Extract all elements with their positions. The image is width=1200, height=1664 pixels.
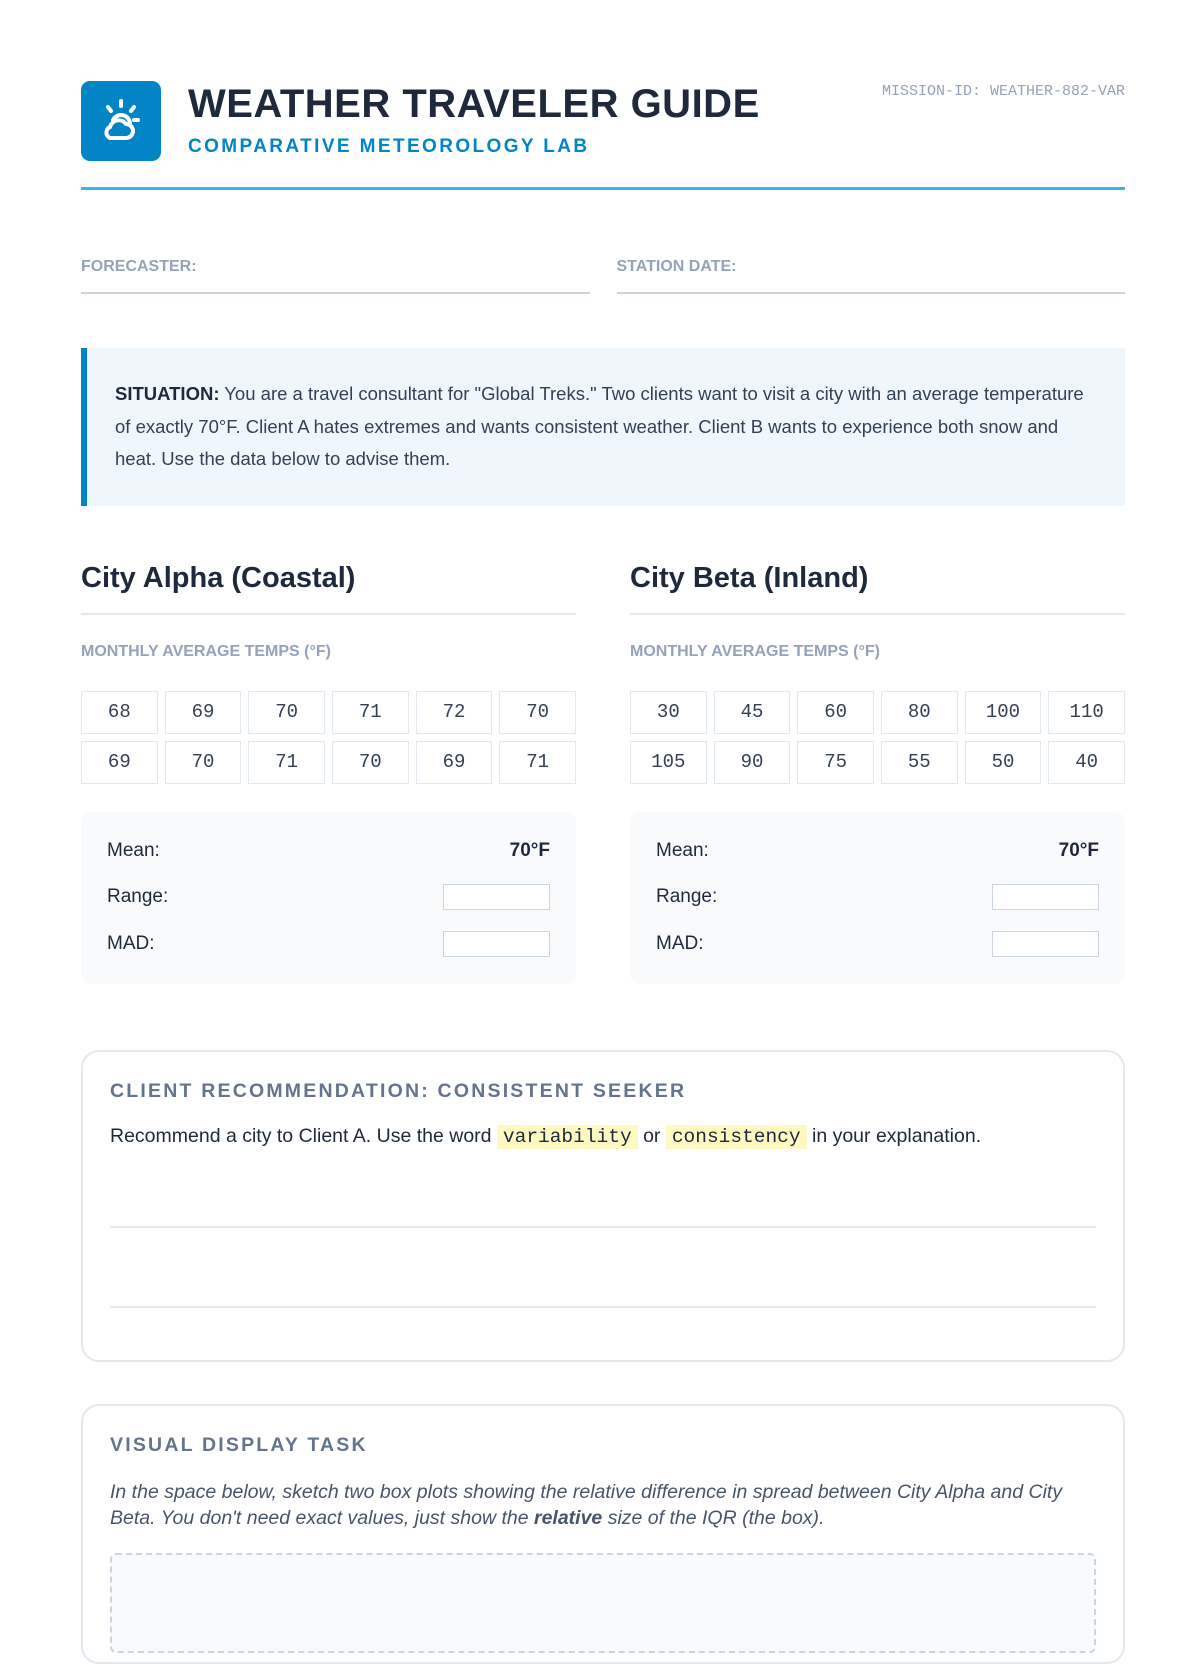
page-subtitle: COMPARATIVE METEOROLOGY LAB (188, 136, 590, 157)
forecaster-label: FORECASTER: (81, 258, 197, 275)
situation-label: SITUATION: (115, 383, 220, 404)
temps-grid (630, 691, 1125, 784)
header (81, 0, 1125, 190)
temp-cell: 45 (714, 691, 791, 734)
station-date-field[interactable] (617, 256, 1126, 294)
prompt-text: or (637, 1124, 666, 1147)
city-name: City Beta (Inland) (630, 562, 1125, 615)
temp-cell: 69 (416, 741, 493, 784)
answer-line[interactable] (110, 1228, 1096, 1308)
temp-cell: 60 (797, 691, 874, 734)
temp-cell: 105 (630, 741, 707, 784)
temp-cell: 70 (332, 741, 409, 784)
mad-label: MAD: (107, 933, 155, 954)
page-title: WEATHER TRAVELER GUIDE (188, 82, 760, 126)
temp-cell: 30 (630, 691, 707, 734)
temp-cell: 70 (248, 691, 325, 734)
situation-callout (81, 348, 1125, 506)
temp-cell: 90 (714, 741, 791, 784)
mean-value: 70°F (1058, 839, 1099, 861)
prompt-text: In the space below, sketch two box plots showing the relative difference in spread between City Alpha and City Beta. You don't need exact values, just show the (110, 1480, 1063, 1529)
range-input[interactable] (992, 884, 1099, 910)
mission-id: MISSION-ID: WEATHER-882-VAR (881, 83, 1125, 100)
range-label: Range: (656, 886, 718, 907)
forecaster-field[interactable] (81, 256, 590, 294)
answer-line[interactable] (110, 1148, 1096, 1228)
temp-cell: 71 (499, 741, 576, 784)
mad-label: MAD: (656, 933, 704, 954)
mad-input[interactable] (443, 931, 550, 957)
temp-cell: 50 (965, 741, 1042, 784)
temp-cell: 71 (332, 691, 409, 734)
city-name: City Alpha (Coastal) (81, 562, 576, 615)
temp-cell: 70 (165, 741, 242, 784)
station-date-label: STATION DATE: (616, 258, 737, 275)
mean-label: Mean: (107, 839, 160, 861)
mad-input[interactable] (992, 931, 1099, 957)
recommendation-prompt (110, 1125, 1096, 1148)
visual-task-card (81, 1404, 1125, 1664)
visual-task-title: VISUAL DISPLAY TASK (110, 1433, 368, 1456)
temp-cell: 55 (881, 741, 958, 784)
temp-cell: 100 (965, 691, 1042, 734)
keyword-highlight: variability (497, 1125, 638, 1149)
temp-cell: 72 (416, 691, 493, 734)
range-label: Range: (107, 886, 169, 907)
temp-cell: 110 (1048, 691, 1125, 734)
range-input[interactable] (443, 884, 550, 910)
temps-label: MONTHLY AVERAGE TEMPS (°F) (81, 642, 331, 660)
stats-box (81, 812, 576, 984)
prompt-emphasis: relative (533, 1506, 603, 1529)
sun-cloud-icon (81, 81, 161, 161)
prompt-text: Recommend a city to Client A. Use the word (110, 1124, 497, 1147)
prompt-text: size of the IQR (the box). (602, 1506, 825, 1529)
temps-grid (81, 691, 576, 784)
stats-box (630, 812, 1125, 984)
prompt-text: in your explanation. (806, 1124, 982, 1147)
situation-text: You are a travel consultant for "Global Treks." Two clients want to visit a city with an average temperature of exactly 70°F. Client A hates extremes and wants consistent weather. Client B wants to experience both snow and heat. Use the data below to advise them. (115, 383, 1084, 469)
keyword-highlight: consistency (666, 1125, 807, 1149)
temp-cell: 40 (1048, 741, 1125, 784)
temp-cell: 68 (81, 691, 158, 734)
city-alpha-panel (81, 562, 576, 984)
visual-task-prompt (110, 1479, 1096, 1531)
temp-cell: 70 (499, 691, 576, 734)
temp-cell: 75 (797, 741, 874, 784)
mean-label: Mean: (656, 839, 709, 861)
city-beta-panel (630, 562, 1125, 984)
temp-cell: 71 (248, 741, 325, 784)
sketch-area[interactable] (110, 1553, 1096, 1653)
temp-cell: 69 (165, 691, 242, 734)
recommendation-title: CLIENT RECOMMENDATION: CONSISTENT SEEKER (110, 1079, 687, 1102)
worksheet (81, 0, 1125, 1664)
mean-value: 70°F (509, 839, 550, 861)
temp-cell: 80 (881, 691, 958, 734)
temps-label: MONTHLY AVERAGE TEMPS (°F) (630, 642, 880, 660)
temp-cell: 69 (81, 741, 158, 784)
recommendation-card (81, 1050, 1125, 1362)
